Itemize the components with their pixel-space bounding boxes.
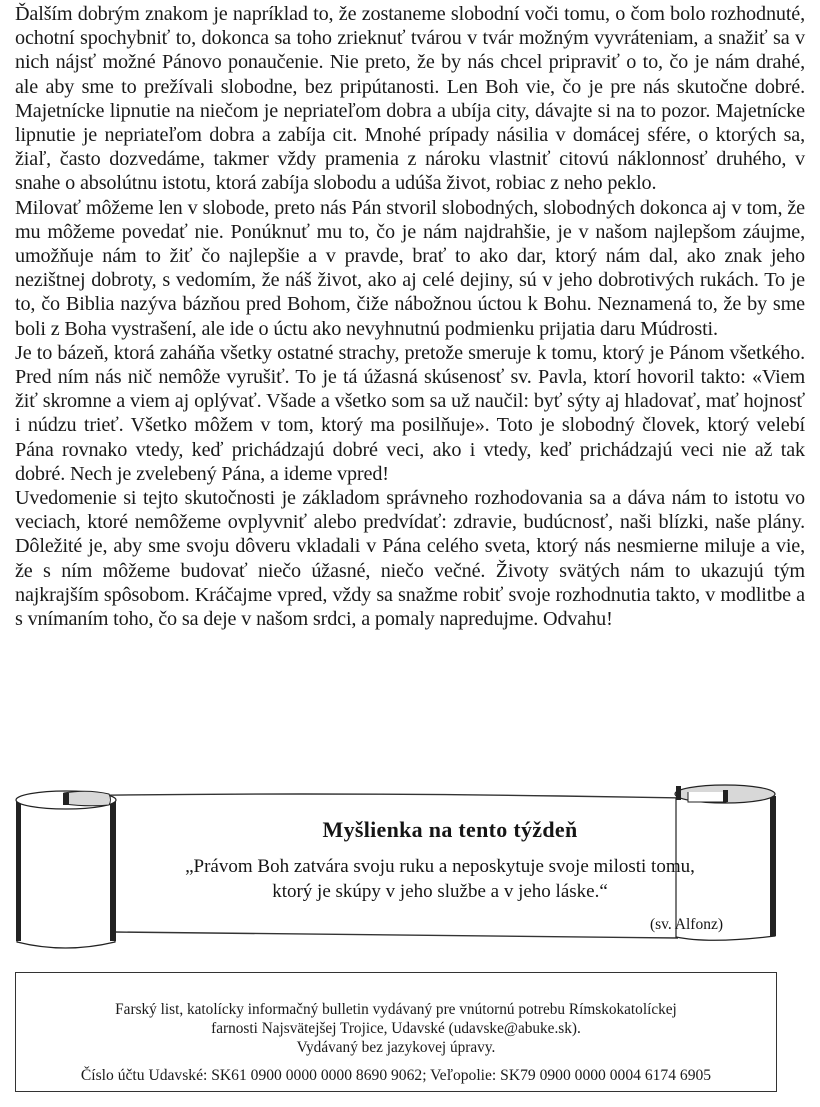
right-roll-notch-edge-2 (723, 790, 728, 802)
left-roll-edge-left (16, 800, 21, 941)
publication-description: Farský list, katolícky informačný bulletin vydávaný pre vnútornú potrebu Rímskokatolíckej (115, 1001, 677, 1018)
left-roll-inner (64, 791, 111, 806)
editing-note: Vydávaný bez jazykovej úpravy. (296, 1039, 496, 1056)
thought-title: Myšlienka na tento týždeň (322, 817, 578, 842)
left-roll-body (17, 800, 115, 948)
quote-author: (sv. Alfonz) (649, 916, 723, 933)
left-roll-edge-right (110, 800, 116, 941)
article-body (15, 2, 805, 631)
thought-of-the-week-box (0, 770, 820, 960)
publication-info-box (15, 972, 777, 1092)
scroll-top-edge (50, 794, 728, 799)
quote-line: ktorý je skúpy v jeho službe a v jeho láske.“ (272, 881, 608, 902)
left-roll-inner-edge (63, 793, 69, 805)
thought-quote (140, 854, 740, 904)
article-paragraph: Milovať môžeme len v slobode, preto nás Pán stvoril slobodných, slobodných dokonca aj v tom, že mu môžeme povedať nie. Ponúknuť mu to, čo je nám najdrahšie, je v našom najlepšom záujme, umožňuje nám to žiť čo najlepšie a v pravde, brať to ako dar, ktorý nám dal, ako znak jeho nezištnej dobroty, s vedomím, že náš život, ako aj celé dejiny, sú v jeho dobrotivých rukách. To je to, čo Biblia nazýva bázňou pred Bohom, čiže nábožnou úctou k Bohu. Neznamená to, že by sme boli z Boha vystrašení, ale ide o úctu ako nevyhnutnú podmienku prijatia daru Múdrosti. (15, 196, 805, 340)
article-paragraph: Ďalším dobrým znakom je napríklad to, že zostaneme slobodní voči tomu, o čom bolo rozhodnuté, ochotní spochybniť to, dokonca sa toho zrieknuť tvárou v tvár možným vyvráteniam, a snažiť sa v nich nájsť možné Pánovo ponaučenie. Nie preto, že by nás chcel pripraviť o to, čo je nám drahé, ale aby sme to prežívali slobodne, bez pripútanosti. Len Boh vie, čo je pre nás skutočne dobré. Majetnícke lipnutie na niečom je nepriateľom dobra a ubíja city, dávajte si na to pozor. Majetnícke lipnutie je nepriateľom dobra a zabíja cit. Mnohé prípady násilia v domácej sfére, o ktorých sa, žiaľ, často dozvedáme, takmer vždy pramenia z nároku vlastniť citovú náklonnosť druhého, v snahe o absolútnu istotu, ktorá zabíja slobodu a udúša život, robiac z neho peklo. (15, 3, 805, 195)
scroll-bottom-edge (115, 932, 678, 938)
quote-line: „Právom Boh zatvára svoju ruku a neposkytuje svoje milosti tomu, (185, 856, 695, 877)
right-roll-edge (770, 796, 776, 936)
right-roll-notch (688, 792, 726, 802)
article-paragraph: Uvedomenie si tejto skutočnosti je základom správneho rozhodovania sa a dáva nám to istotu vo veciach, ktoré nemôžeme ovplyvniť alebo predvídať: zdravie, budúcnosť, naši blízki, naše plány. Dôležité je, aby sme svoju dôveru vkladali v Pána celého sveta, ktorý nás nesmierne miluje a vie, že s ním môžeme budovať niečo úžasné, niečo večné. Životy svätých nám to ukazujú tým najkrajším spôsobom. Kráčajme vpred, vždy sa snažme robiť svoje rozhodnutia takto, v modlitbe a s vnímaním toho, čo sa deje v našom srdci, a pomaly napredujme. Odvahu! (15, 487, 805, 631)
bank-accounts: Číslo účtu Udavské: SK61 0900 0000 0000 8690 9062; Veľopolie: SK79 0900 0000 0004 6174 6905 (80, 1067, 712, 1084)
right-roll-notch-edge (676, 786, 681, 800)
article-paragraph: Je to bázeň, ktorá zaháňa všetky ostatné strachy, pretože smeruje k tomu, ktorý je Pánom všetkého. Pred ním nás nič nemôže vyrušiť. To je tá úžasná skúsenosť sv. Pavla, ktorí hovoril takto: «Viem žiť skromne a viem aj oplývať. Všade a všetko som sa už naučil: byť sýty aj hladovať, mať hojnosť i núdzu trieť. Všetko môžem v tom, ktorý ma posilňuje». Toto je slobodný človek, ktorý velebí Pána rovnako vtedy, keď prichádzajú dobré veci, ako i vtedy, keď prichádzajú veci nie až tak dobré. Nech je zvelebený Pána, a ideme vpred! (15, 341, 805, 485)
parish-contact: farnosti Najsvätejšej Trojice, Udavské (udavske@abuke.sk). (211, 1020, 581, 1037)
